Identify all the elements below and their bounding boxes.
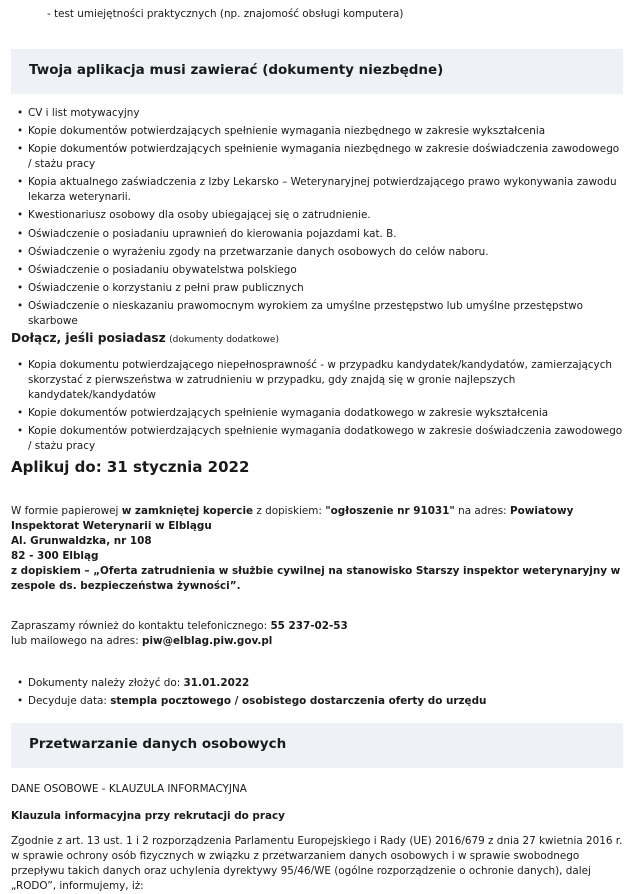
top-line: - test umiejętności praktycznych (np. znajomość obsługi komputera) xyxy=(47,8,404,20)
list-item: • Kopia dokumentu potwierdzającego niepełnosprawność - w przypadku kandydatek/kandydatów, zamierzających skorzystać z pierwszeństwa w zatrudnieniu w przypadku, gdy znajdą się w gronie najlepszych kandydatek/kandydatów xyxy=(11,358,623,403)
text: W formie papierowej xyxy=(11,505,122,517)
list-item: • Kopie dokumentów potwierdzających spełnienie wymagania niezbędnego w zakresie doświadczenia zawodowego / stażu pracy xyxy=(11,142,623,172)
contact-info xyxy=(11,619,623,649)
text-bold: w zamkniętej kopercie xyxy=(121,505,254,517)
list-item xyxy=(11,676,623,691)
text: z dopiskiem: xyxy=(253,505,326,517)
deadline-list xyxy=(11,676,623,709)
text: Decyduje data: xyxy=(28,695,111,708)
optional-docs-subtitle: (dokumenty dodatkowe) xyxy=(169,335,279,345)
list-item: • Oświadczenie o posiadaniu obywatelstwa polskiego xyxy=(11,263,623,278)
list-item: • Oświadczenie o korzystaniu z pełni praw publicznych xyxy=(11,281,623,296)
clause-title: DANE OSOBOWE - KLAUZULA INFORMACYJNA xyxy=(11,783,247,795)
email-address[interactable]: piw@elblag.piw.gov.pl xyxy=(142,635,273,648)
clause-body: Zgodnie z art. 13 ust. 1 i 2 rozporządzenia Parlamentu Europejskiego i Rady (UE) 2016/679 z dnia 27 kwietnia 2016 r. w sprawie ochrony osób fizycznych w związku z przetwarzaniem danych osobowych i w sprawie swobodnego przepływu takich danych oraz uchylenia dyrektywy 95/46/WE (ogólne rozporządzenie o ochronie danych), dalej „RODO”, informujemy, iż: xyxy=(11,835,623,893)
address-line2: 82 - 300 Elbląg xyxy=(11,550,99,563)
optional-docs-title: Dołącz, jeśli posiadasz xyxy=(11,331,166,345)
text: lub mailowego na adres: xyxy=(11,635,143,648)
text-bold: Powiatowy Inspektorat Weterynarii w Elblągu xyxy=(11,505,574,533)
data-processing-title: Przetwarzanie danych osobowych xyxy=(29,736,287,752)
list-item: • Oświadczenie o posiadaniu uprawnień do kierowania pojazdami kat. B. xyxy=(11,227,623,242)
list-item: • Kopie dokumentów potwierdzających spełnienie wymagania dodatkowego w zakresie doświadczenia zawodowego / stażu pracy xyxy=(11,424,623,454)
text-bold: "ogłoszenie nr 91031" xyxy=(325,505,455,517)
list-item: • Kopie dokumentów potwierdzających spełnienie wymagania dodatkowego w zakresie wykształcenia xyxy=(11,406,623,421)
address-line1: Al. Grunwaldzka, nr 108 xyxy=(11,535,152,548)
address-note: z dopiskiem – „Oferta zatrudnienia w służbie cywilnej na stanowisko Starszy inspektor weterynaryjny w zespole ds. bezpieczeństwa żywności”. xyxy=(11,565,621,593)
text: Zapraszamy również do kontaktu telefonicznego: xyxy=(11,620,271,632)
decides-value: stempla pocztowego / osobistego dostarczenia oferty do urzędu xyxy=(110,695,487,708)
list-item: • Oświadczenie o wyrażeniu zgody na przetwarzanie danych osobowych do celów naboru. xyxy=(11,245,623,260)
list-item: • Oświadczenie o nieskazaniu prawomocnym wyrokiem za umyślne przestępstwo lub umyślne przestępstwo skarbowe xyxy=(11,299,623,329)
list-item: • CV i list motywacyjny xyxy=(11,106,623,121)
required-docs-list xyxy=(11,106,623,329)
clause-subtitle: Klauzula informacyjna przy rekrutacji do pracy xyxy=(11,810,285,822)
required-docs-header xyxy=(11,49,623,94)
optional-docs-heading xyxy=(11,330,623,348)
list-item: • Kopie dokumentów potwierdzających spełnienie wymagania niezbędnego w zakresie wykształcenia xyxy=(11,124,623,139)
text: Dokumenty należy złożyć do: xyxy=(28,677,184,689)
optional-docs-list xyxy=(11,358,623,454)
list-item: • Kopia aktualnego zaświadczenia z Izby Lekarsko – Weterynaryjnej potwierdzającego prawo wykonywania zawodu lekarza weterynarii. xyxy=(11,175,623,205)
apply-paragraph xyxy=(11,504,623,534)
apply-instructions xyxy=(11,504,623,594)
apply-heading: Aplikuj do: 31 stycznia 2022 xyxy=(11,458,250,476)
text: na adres: xyxy=(454,505,510,517)
list-item: • Kwestionariusz osobowy dla osoby ubiegającej się o zatrudnienie. xyxy=(11,208,623,223)
required-docs-title: Twoja aplikacja musi zawierać (dokumenty niezbędne) xyxy=(29,62,444,78)
phone-number: 55 237-02-53 xyxy=(270,620,348,632)
deadline-date: 31.01.2022 xyxy=(183,677,250,689)
data-processing-header xyxy=(11,723,623,768)
list-item xyxy=(11,694,623,709)
